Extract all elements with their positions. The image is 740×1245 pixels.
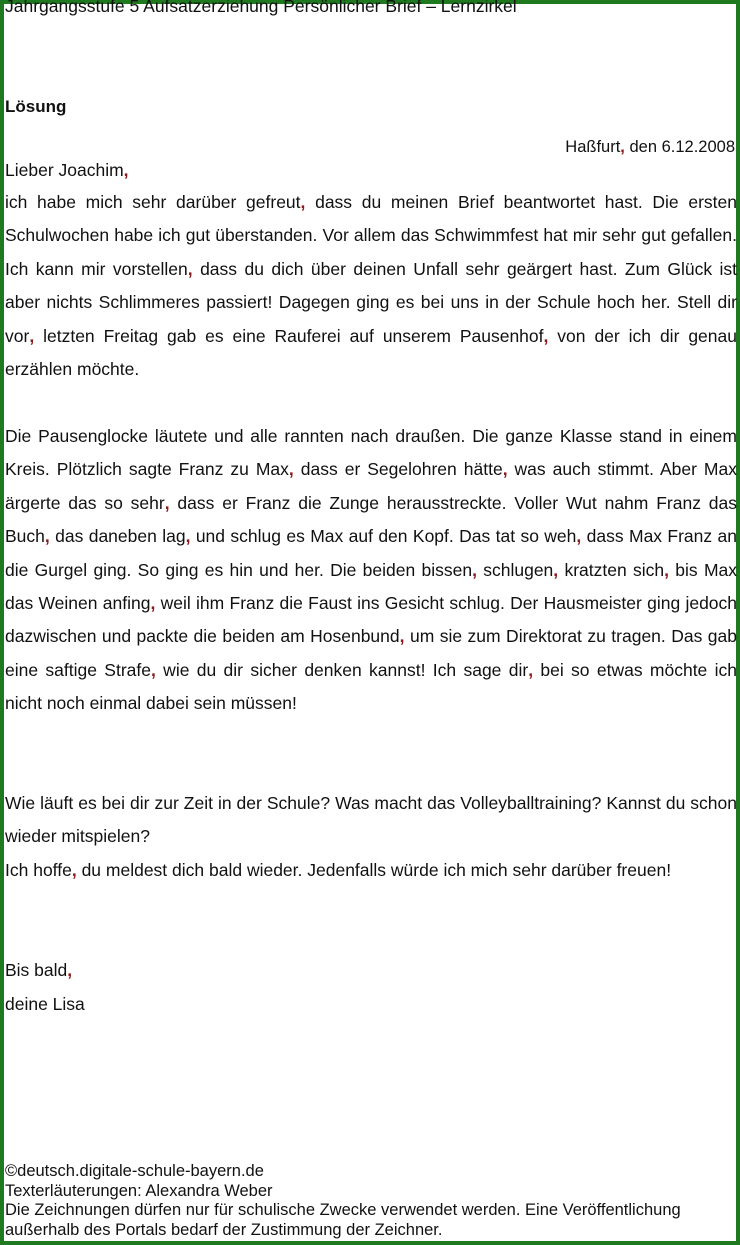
footer-usage-note-line-1: Die Zeichnungen dürfen nur für schulische Zwecke verwendet werden. Eine Veröffentlichung [5, 1201, 681, 1220]
letter-paragraph-questions: Wie läuft es bei dir zur Zeit in der Schule? Was macht das Volleyballtraining? Kannst du schon wieder mitspielen? [5, 793, 737, 847]
comma-highlight: , [543, 325, 549, 346]
comma-highlight: , [71, 860, 77, 880]
letter-paragraph-intro: ich habe mich sehr darüber gefreut, dass du meinen Brief beantwortet hast. Die ersten Schulwochen habe ich gut überstanden. Vor allem das Schwimmfest hat mir sehr gut gefallen. Ich kann mir vorstellen, dass du dich über deinen Unfall sehr geärgert hast. Zum Glück ist aber nichts Schlimmeres passiert! Dagegen ging es bei uns in der Schule hoch her. Stell dir vor, letzten Freitag gab es eine Rauferei auf unserem Pausenhof, von der ich dir genau erzählen möchte. [5, 192, 737, 380]
letter-signature: deine Lisa [5, 994, 85, 1014]
comma-highlight: , [288, 459, 294, 480]
comma-highlight: , [44, 526, 50, 547]
comma-highlight: , [150, 659, 156, 680]
comma-highlight: , [29, 325, 35, 346]
document-header: Jahrgangsstufe 5 Aufsatzerziehung Persönlicher Brief – Lernzirkel [5, 0, 517, 16]
footer-copyright: ©deutsch.digitale-schule-bayern.de [5, 1162, 264, 1180]
letter-place-date: Haßfurt, den 6.12.2008 [565, 138, 735, 156]
comma-highlight: , [399, 626, 405, 647]
comma-highlight: , [664, 559, 669, 580]
letter-greeting: Lieber Joachim, [5, 160, 129, 180]
comma-highlight: , [620, 138, 625, 156]
comma-highlight: , [187, 258, 193, 279]
solution-heading: Lösung [5, 97, 67, 116]
document-footer [5, 1162, 738, 1241]
comma-highlight: , [553, 559, 559, 580]
comma-highlight: , [123, 160, 129, 180]
comma-highlight: , [150, 593, 156, 614]
letter-closing: Bis bald, [5, 960, 73, 980]
comma-highlight: , [576, 526, 582, 547]
footer-usage-note-line-2: außerhalb des Portals bedarf der Zustimmung der Zeichner. [5, 1221, 443, 1240]
comma-highlight: , [300, 192, 306, 212]
letter-paragraph-story: Die Pausenglocke läutete und alle rannten nach draußen. Die ganze Klasse stand in einem Kreis. Plötzlich sagte Franz zu Max, dass er Segelohren hätte, was auch stimmt. Aber Max ärgerte das so sehr, dass er Franz die Zunge herausstreckte. Voller Wut nahm Franz das Buch, das daneben lag, und schlug es Max auf den Kopf. Das tat so weh, dass Max Franz an die Gurgel ging. So ging es hin und her. Die beiden bissen, schlugen, kratzten sich, bis Max das Weinen anfing, weil ihm Franz die Faust ins Gesicht schlug. Der Hausmeister ging jedoch dazwischen und packte die beiden am Hosenbund, um sie zum Direktorat zu tragen. Das gab eine saftige Strafe, wie du dir sicher denken kannst! Ich sage dir, bei so etwas möchte ich nicht noch einmal dabei sein müssen! [5, 426, 738, 714]
comma-highlight: , [164, 492, 170, 513]
comma-highlight: , [472, 559, 477, 580]
comma-highlight: , [67, 960, 73, 980]
comma-highlight: , [528, 659, 534, 680]
comma-highlight: , [502, 459, 508, 480]
footer-author: Texterläuterungen: Alexandra Weber [5, 1181, 273, 1200]
comma-highlight: , [185, 526, 191, 547]
letter-paragraph-hope: Ich hoffe, du meldest dich bald wieder. Jedenfalls würde ich mich sehr darüber freuen! [5, 860, 672, 880]
